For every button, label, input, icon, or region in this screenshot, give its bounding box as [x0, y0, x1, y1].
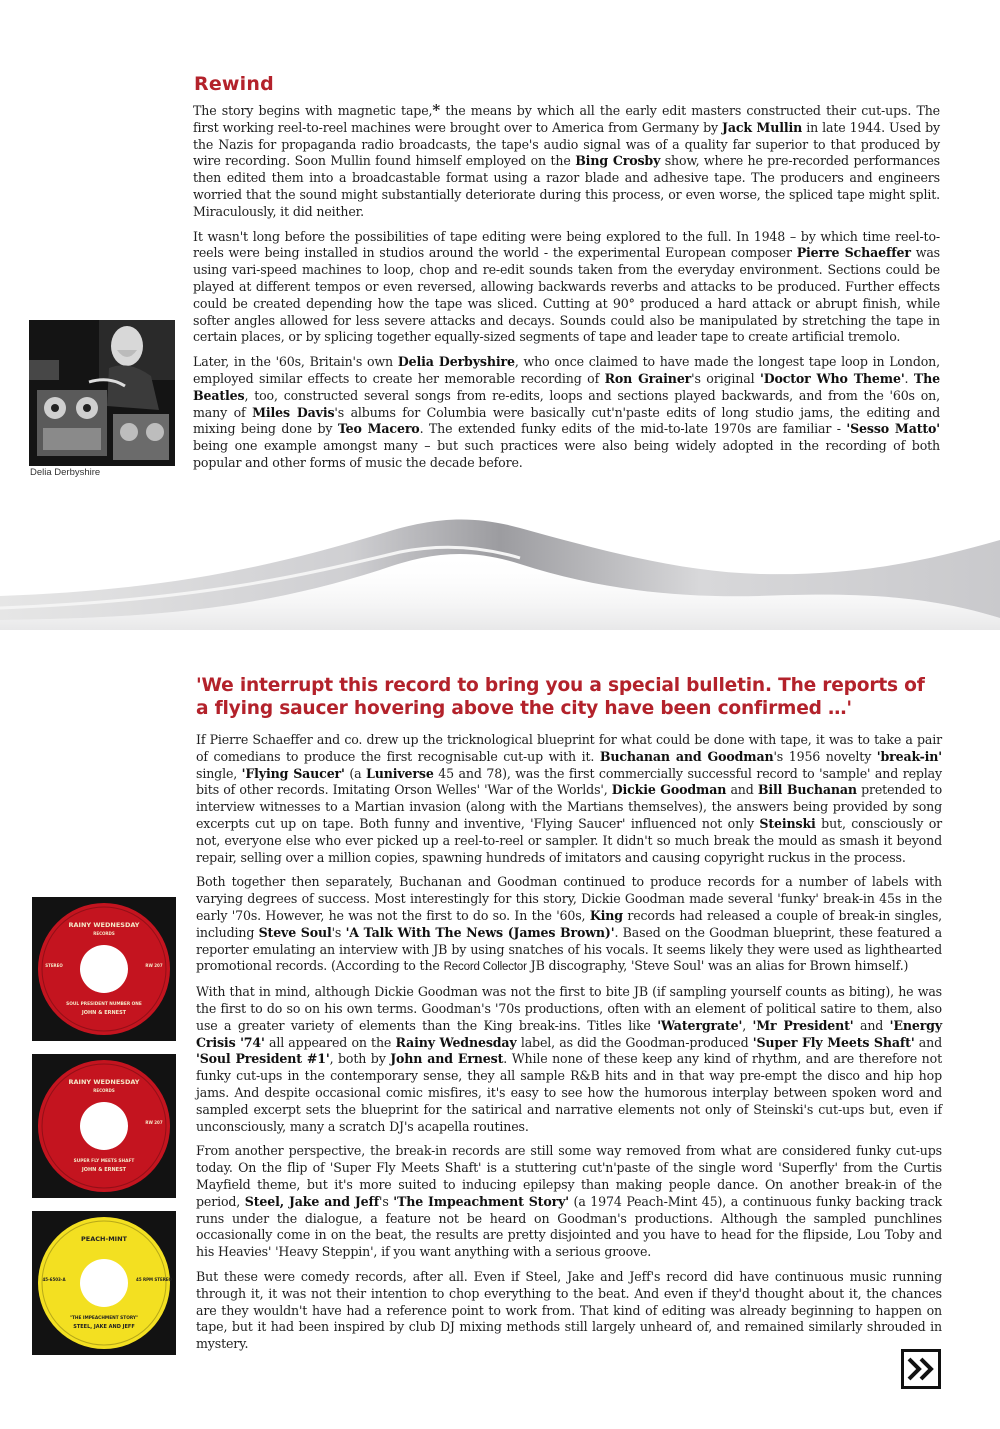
text-run: (a 1974 Peach-Mint 45), a continuous funky backing track runs under the dialogue, a feature not be heard on Goodman's productions. Although the sampled punchlines occasionally come in on the beat, the results are pretty disjointed and you have to head for the flipside, Lou Toby and his Heavies' 'Heavy Steppin', if you want anything with a serious groove. — [196, 1193, 943, 1260]
text-run: , too, constructed several songs from re-edits, loops and sections played backwards, and from the '60s on, many of — [193, 387, 940, 420]
bold-text: Miles Davis — [252, 404, 335, 420]
bold-text: Steel, Jake and Jeff — [244, 1193, 380, 1209]
section2-paragraph — [196, 1143, 942, 1261]
bold-text: John and Ernest — [390, 1051, 504, 1067]
label-name: RAINY WEDNESDAY — [68, 1078, 140, 1086]
text-run: 's original — [691, 370, 760, 386]
bold-text: 'Energy Crisis '74' — [196, 1017, 943, 1050]
text-run: . While none of these keep any kind of rhythm, and are therefore not funky cut-ups in the contemporary sense, they all sample R&B hits and in that way pre-empt the disco and hip hop jams. And despite occasional comic misfires, it's easy to see how the humorous interplay between spoken word and sampled excerpt sets the blueprint for the satirical and narrative elements not only of Steinski's cut-ups but, even if unconsciously, many a scratch DJ's acapella routines. — [196, 1051, 942, 1134]
bold-text: Rainy Wednesday — [395, 1034, 517, 1050]
text-run: If Pierre Schaeffer and co. drew up the tricknological blueprint for what could be done with tape, it was to take a pair of comedians to produce the first recognisable cut-up with it. — [196, 732, 942, 764]
record-title: "THE IMPEACHMENT STORY" — [69, 1316, 139, 1321]
text-run: Record Collector — [443, 961, 527, 974]
bold-text: Steve Soul — [258, 924, 332, 940]
bold-text: 'Doctor Who Theme' — [760, 370, 905, 386]
record-title: SOUL PRESIDENT NUMBER ONE — [66, 1002, 142, 1007]
label-sub: RECORDS — [93, 1088, 115, 1093]
section2-paragraph — [196, 984, 942, 1135]
bold-text: 'A Talk With The News (James Brown)' — [345, 924, 615, 940]
text-run: . The extended funky edits of the mid-to-late 1970s are familiar - — [419, 421, 847, 437]
decorative-wave — [0, 500, 1000, 630]
text-run: in late 1944. Used by the Nazis for propaganda radio broadcasts, the tape's audio signal was of a quality far superior to that produced by wire recording. Soon Mullin found himself employed on the — [193, 119, 940, 169]
bold-text: Buchanan and Goodman — [599, 748, 774, 764]
bold-text: Jack Mullin — [722, 119, 803, 135]
section2-paragraph — [196, 732, 942, 866]
text-run: and — [853, 1017, 890, 1033]
text-run: was using vari-speed machines to loop, chop and re-edit sounds taken from the everyday environment. Sections could be played at different tempos or even reversed, allowing backwards reverbs and attacks to be produced. Further effects could be created depending how the tape was sliced. Cutting at 90° produced a hard attack or abrupt finish, while softer angles allowed for less severe attacks and decays. Sounds could also be manipulated by stretching the tape in certain places, or by splicing together equally-sized segments of tape and leader tape to create artificial tremolo. — [193, 245, 940, 345]
text-run: and — [914, 1034, 942, 1050]
bold-text: 'The Impeachment Story' — [393, 1193, 569, 1209]
text-run: With that in mind, although Dickie Goodman was not the first to bite JB (if sampling yourself counts as biting), he was the first to do so on his own terms. Goodman's '70s productions, often with an element of political satire to them, also use a greater variety of elements than the King break-ins. Titles like — [196, 984, 942, 1033]
delia-derbyshire-photo — [29, 320, 175, 466]
label-sub: RECORDS — [93, 931, 115, 936]
record-artist: JOHN & ERNEST — [81, 1010, 127, 1016]
bold-text: 'Flying Saucer' — [241, 765, 345, 781]
text-run: pretended to interview witnesses to a Martian invasion (along with the Martians themselves), the answers being provided by song excerpts cut up on tape. Both funny and inventive, 'Flying Saucer' influenced not only — [196, 782, 943, 831]
text-run: It wasn't long before the possibilities of tape editing were being explored to the full. In 1948 – by which time reel-to-reels were being installed in studios around the world - the experimental European composer — [193, 228, 940, 261]
bold-text: 'Soul President #1' — [196, 1051, 330, 1067]
label-name: RAINY WEDNESDAY — [68, 921, 140, 929]
bold-text: 'Watergrate' — [657, 1017, 743, 1033]
text-run: JB discography, 'Steve Soul' was an alias for Brown himself.) — [526, 958, 909, 974]
text-run: the means by which all the early edit masters constructed their cut-ups. The first working reel-to-reel machines were brought over to America from Germany by — [193, 103, 940, 135]
section-heading-bulletin: 'We interrupt this record to bring you a special bulletin. The reports of a flying saucer hovering above the city have been confirmed …' — [196, 675, 925, 719]
record-artist: JOHN & ERNEST — [81, 1167, 127, 1173]
bold-text: Dickie Goodman — [611, 782, 727, 798]
next-page-button[interactable] — [901, 1349, 941, 1389]
text-run: But these were comedy records, after all. Even if Steel, Jake and Jeff's record did have continuous music running through it, it was not their intention to chop everything to the beat. And even if they'd thought about it, the chances are they wouldn't have had a reference point to work from. That kind of editing was already beginning to happen on tape, but it had been inspired by club DJ mixing methods still largely unheard of, and remained similarly shrouded in mystery. — [196, 1268, 942, 1352]
label-number: RW 207 — [145, 1120, 163, 1125]
double-chevron-right-icon — [906, 1356, 936, 1382]
text-run: 's albums for Columbia were basically cut'n'paste edits of long studio jams, the editing and mixing being done by — [193, 404, 941, 437]
text-run: 's — [331, 924, 346, 940]
bold-text: Bill Buchanan — [757, 782, 857, 798]
bold-text: Ron Grainer — [604, 370, 692, 386]
section-heading-rewind: Rewind — [194, 73, 274, 95]
text-run: Both together then separately, Buchanan and Goodman continued to produce records for a number of labels with varying degrees of success. Most interestingly for this story, Dickie Goodman made several 'funky' break-in 45s in the early '70s. However, he was not the first to do so. In the '60s, — [196, 874, 942, 923]
text-run: show, where he pre-recorded performances then edited them into a broadcastable format using a razor blade and adhesive tape. The producers and engineers worried that the sound might substantially deteriorate during this process, or even worse, the spliced tape might split. Miraculously, it did neither. — [193, 153, 940, 219]
label-number: RW 207 — [145, 963, 163, 968]
text-run: 's 1956 novelty — [773, 748, 877, 764]
breakin-article-body — [196, 732, 942, 1361]
label-catalog: 45-6503-A — [42, 1277, 66, 1282]
text-run: all appeared on the — [264, 1034, 396, 1050]
record-label-super-fly-meets-shaft — [32, 1054, 176, 1198]
section1-paragraph — [193, 103, 940, 221]
bold-text: Pierre Schaeffer — [796, 245, 911, 261]
bold-text: Delia Derbyshire — [397, 354, 515, 370]
label-name: PEACH-MINT — [81, 1235, 127, 1243]
text-run: Later, in the '60s, Britain's own — [193, 354, 398, 370]
text-run: being one example amongst many – but such practices were also being widely adopted in the recording of both popular and other forms of music the decade before. — [193, 438, 940, 470]
text-run: label, as did the Goodman-produced — [516, 1034, 753, 1050]
text-run: 45 and 78), was the first commercially successful record to 'sample' and replay bits of other records. Imitating Orson Welles' 'War of the Worlds', — [196, 765, 942, 798]
rewind-article-body — [193, 103, 940, 480]
record-label-soul-president — [32, 897, 176, 1041]
bold-text: King — [589, 907, 623, 923]
text-run: 's — [379, 1193, 394, 1209]
record-artist: STEEL, JAKE AND JEFF — [73, 1324, 135, 1330]
photo-caption: Delia Derbyshire — [30, 467, 101, 478]
text-run: single, — [196, 765, 242, 781]
bold-text: The Beatles — [193, 370, 940, 403]
text-run: . — [904, 370, 914, 386]
spindle-hole — [80, 945, 128, 993]
text-run: , who once claimed to have made the longest tape loop in London, employed similar effects to create her memorable recording of — [193, 354, 940, 386]
section1-paragraph — [193, 229, 940, 347]
text-run: , — [742, 1017, 753, 1033]
spindle-hole — [80, 1102, 128, 1150]
bold-text: Teo Macero — [337, 421, 420, 437]
bold-text: 'Mr President' — [752, 1017, 854, 1033]
text-run: , both by — [329, 1051, 391, 1067]
bold-text: Luniverse — [366, 765, 434, 781]
bold-text: 'break-in' — [876, 748, 942, 764]
bold-text: Bing Crosby — [575, 153, 661, 169]
text-run: . Based on the Goodman blueprint, these featured a reporter emulating an interview with JB by using snatches of his vocals. It seems likely they were used as lighthearted promotional records. (According to the — [196, 924, 942, 974]
bold-text: Steinski — [759, 815, 816, 831]
text-run: (a — [344, 765, 367, 781]
text-run: records had released a couple of break-in singles, including — [196, 907, 942, 940]
text-run: and — [726, 782, 758, 798]
section1-paragraph — [193, 354, 940, 472]
text-run: The story begins with magnetic tape, — [193, 103, 433, 118]
text-run: From another perspective, the break-in records are still some way removed from what are considered funky cut-ups today. On the flip of 'Super Fly Meets Shaft' is a stuttering cut'n'paste of the single word 'Superfly' from the Curtis Mayfield theme, but it's more suited to inducing epilepsy than making people dance. On another break-in of the period, — [196, 1143, 942, 1209]
section2-paragraph — [196, 1269, 942, 1353]
text-run: * — [432, 101, 441, 119]
bold-text: 'Sesso Matto' — [846, 421, 941, 437]
label-catalog: STEREO — [45, 963, 63, 968]
record-title: SUPER FLY MEETS SHAFT — [73, 1159, 135, 1164]
record-label-impeachment-story — [32, 1211, 176, 1355]
spindle-hole — [80, 1259, 128, 1307]
text-run: but, consciously or not, everyone else who ever picked up a reel-to-reel or sampler. It didn't so much break the mould as smash it beyond repair, selling over a million copies, spawning hundreds of imitators and causing copyright ruckus in the process. — [196, 815, 943, 865]
bold-text: 'Super Fly Meets Shaft' — [752, 1034, 915, 1050]
section2-paragraph — [196, 874, 942, 976]
label-number: 45 RPM STEREO — [136, 1277, 172, 1282]
